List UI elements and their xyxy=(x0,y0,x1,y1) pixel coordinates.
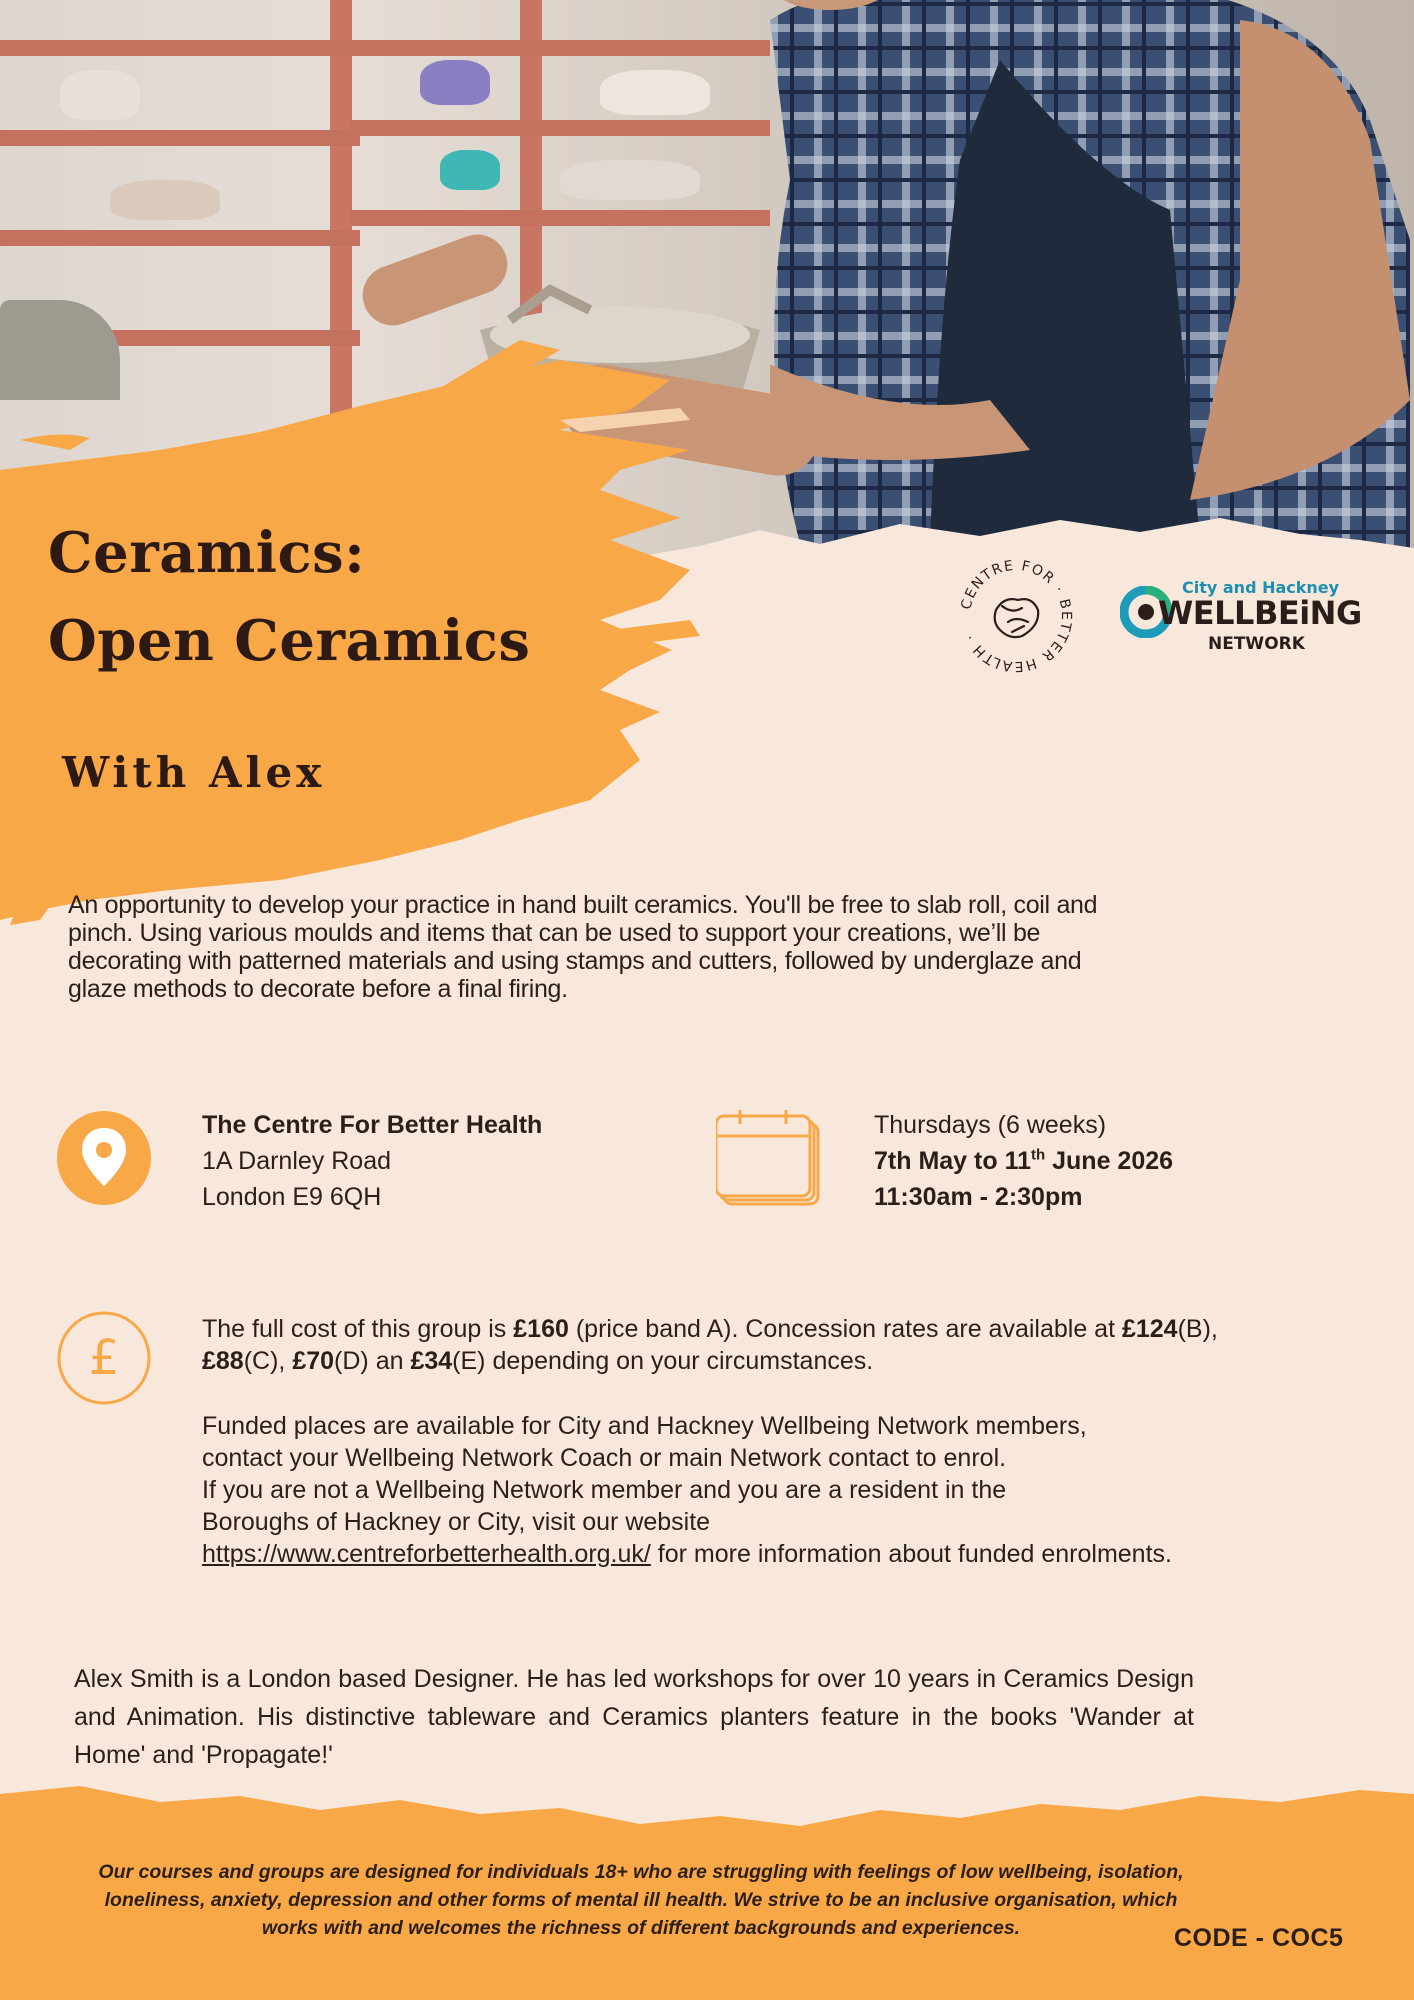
logo-line-2: WELLBEiNG xyxy=(1158,594,1362,632)
shelf-board xyxy=(350,120,770,136)
band-b: (B), xyxy=(1177,1315,1218,1343)
website-link[interactable]: https://www.centreforbetterhealth.org.uk/ xyxy=(202,1540,651,1568)
shelf-board xyxy=(350,210,770,226)
person-silhouette xyxy=(770,0,1410,560)
price-d: £70 xyxy=(292,1347,335,1375)
shelf-pot xyxy=(110,180,220,220)
shelf-board xyxy=(0,130,360,146)
venue-address xyxy=(202,1107,542,1215)
shelf-pot xyxy=(600,70,710,115)
course-code: CODE - COC5 xyxy=(1174,1924,1344,1952)
tutor-bio: Alex Smith is a London based Designer. He has led workshops for over 10 years in Ceramics Design and Animation. His distinctive tableware and Ceramics planters feature in the books 'Wander at Home' and 'Propagate!' xyxy=(74,1665,1194,1769)
shelf-pot xyxy=(420,60,490,105)
cost-paragraph xyxy=(202,1313,1222,1377)
funded-line: contact your Wellbeing Network Coach or main Network contact to enrol. xyxy=(202,1444,1007,1472)
calendar-icon xyxy=(716,1110,826,1210)
price-b: £124 xyxy=(1121,1315,1178,1343)
shelf-board xyxy=(0,40,360,56)
svg-text:CENTRE FOR · BETTER HEALTH · xyxy=(958,558,1074,674)
wellbeing-network-logo xyxy=(1120,578,1366,660)
band-c: (C), xyxy=(243,1347,293,1375)
logo-line-3: NETWORK xyxy=(1208,634,1305,654)
dates-start: 7th May to 11 xyxy=(874,1147,1031,1175)
schedule-time: 11:30am - 2:30pm xyxy=(874,1183,1083,1211)
shelf-board xyxy=(0,230,360,246)
dates-ordinal: th xyxy=(1031,1146,1046,1164)
location-pin-icon xyxy=(56,1110,152,1206)
logo-ring-text: CENTRE FOR · BETTER HEALTH · xyxy=(958,557,1075,675)
funded-tail: for more information about funded enrolments. xyxy=(650,1540,1172,1568)
venue-name: The Centre For Better Health xyxy=(202,1111,543,1139)
shelf-pot xyxy=(60,70,140,120)
schedule-day: Thursdays (6 weeks) xyxy=(874,1111,1107,1139)
band-e: (E) depending on your circumstances. xyxy=(452,1347,874,1375)
logo-line-1: City and Hackney xyxy=(1182,578,1340,597)
course-title: Open Ceramics xyxy=(48,608,531,674)
price-e: £34 xyxy=(410,1347,453,1375)
funded-line xyxy=(202,1538,1222,1570)
hands-heart-icon xyxy=(995,599,1039,637)
venue-city: London E9 6QH xyxy=(202,1183,382,1211)
eligibility-disclaimer: Our courses and groups are designed for individuals 18+ who are struggling with feelings of low wellbeing, isolation, loneliness, anxiety, depression and other forms of mental ill health. We strive to be an inclusive organisation, which works with and welcomes the richness of different backgrounds and experiences. xyxy=(98,1861,1184,1939)
course-description: An opportunity to develop your practice in hand built ceramics. You'll be free to slab roll, coil and pinch. Using various moulds and items that can be used to support your creations, we’ll be decorating with patterned materials and using stamps and cutters, followed by underglaze and glaze methods to decorate before a final firing. xyxy=(68,891,1098,1003)
full-band: (price band A). Concession rates are available at xyxy=(568,1315,1122,1343)
dates-end: June 2026 xyxy=(1045,1147,1174,1175)
funded-line: Boroughs of Hackney or City, visit our website xyxy=(202,1508,711,1536)
centre-for-better-health-logo xyxy=(952,552,1080,680)
funded-places-paragraph xyxy=(202,1410,1222,1570)
course-category-title: Ceramics: xyxy=(48,520,366,586)
band-d: (D) an xyxy=(334,1347,411,1375)
price-c: £88 xyxy=(202,1347,244,1375)
tutor-heading: With Alex xyxy=(62,748,326,797)
shelf-board xyxy=(350,40,770,56)
schedule-details xyxy=(874,1107,1173,1215)
cost-intro: The full cost of this group is xyxy=(202,1315,514,1343)
svg-text:£: £ xyxy=(88,1330,120,1386)
shelf-pot xyxy=(560,160,700,200)
funded-line: If you are not a Wellbeing Network member and you are a resident in the xyxy=(202,1476,1007,1504)
full-price: £160 xyxy=(513,1315,569,1343)
funded-line: Funded places are available for City and Hackney Wellbeing Network members, xyxy=(202,1412,1087,1440)
shelf-pot xyxy=(440,150,500,190)
pound-sign-icon xyxy=(56,1310,152,1406)
schedule-dates xyxy=(874,1143,1173,1179)
venue-street: 1A Darnley Road xyxy=(202,1147,392,1175)
